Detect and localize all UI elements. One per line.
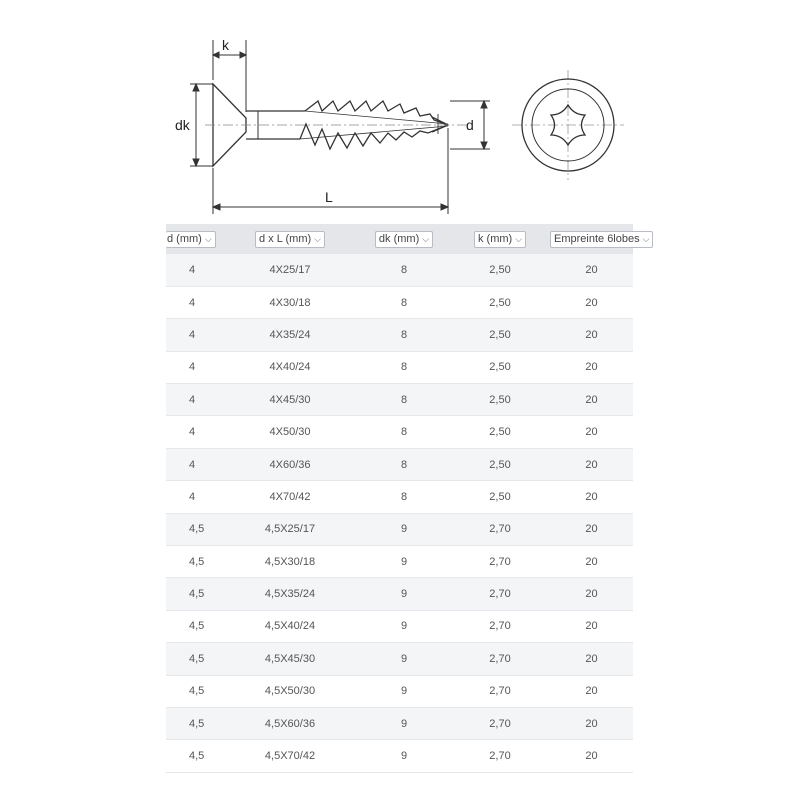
table-cell: 2,50 — [450, 351, 550, 383]
table-cell: 4,5 — [166, 513, 222, 545]
table-cell: 4X50/30 — [222, 416, 358, 448]
table-cell: 4 — [166, 416, 222, 448]
table-cell: 2,70 — [450, 643, 550, 675]
table-cell: 4,5X35/24 — [222, 578, 358, 610]
table-cell: 4 — [166, 384, 222, 416]
column-header-d[interactable] — [166, 224, 222, 254]
table-cell: 20 — [550, 578, 633, 610]
table-cell: 20 — [550, 351, 633, 383]
table-cell: 20 — [550, 740, 633, 772]
filter-dropdown-k[interactable] — [474, 231, 526, 248]
table-cell: 9 — [358, 578, 450, 610]
table-cell: 20 — [550, 513, 633, 545]
dk-label: dk — [175, 117, 190, 133]
table-row — [166, 643, 633, 675]
table-cell: 4X40/24 — [222, 351, 358, 383]
table-cell: 4,5X70/42 — [222, 740, 358, 772]
table-cell: 20 — [550, 416, 633, 448]
chevron-down-icon: ⌵ — [204, 233, 212, 244]
table-cell: 2,70 — [450, 610, 550, 642]
table-cell: 4 — [166, 254, 222, 286]
table-cell: 8 — [358, 254, 450, 286]
table-cell: 2,70 — [450, 546, 550, 578]
table-cell: 4 — [166, 351, 222, 383]
filter-dropdown-d[interactable] — [166, 231, 216, 248]
filter-dropdown-empreinte[interactable] — [550, 231, 653, 248]
table-cell: 20 — [550, 643, 633, 675]
table-cell: 4,5 — [166, 546, 222, 578]
table-cell: 8 — [358, 286, 450, 318]
table-row — [166, 416, 633, 448]
table-cell: 2,50 — [450, 384, 550, 416]
column-label: Empreinte 6lobes — [554, 232, 640, 245]
table-cell: 20 — [550, 286, 633, 318]
table-cell: 20 — [550, 254, 633, 286]
table-cell: 9 — [358, 707, 450, 739]
table-row — [166, 286, 633, 318]
specs-table-container — [166, 224, 650, 773]
table-row — [166, 254, 633, 286]
table-cell: 4,5X25/17 — [222, 513, 358, 545]
k-label: k — [222, 37, 229, 53]
table-row — [166, 513, 633, 545]
table-cell: 4,5X30/18 — [222, 546, 358, 578]
table-cell: 4,5X60/36 — [222, 707, 358, 739]
column-header-empreinte[interactable] — [550, 224, 650, 254]
table-cell: 2,70 — [450, 740, 550, 772]
specs-table — [166, 224, 650, 773]
table-cell: 4,5 — [166, 643, 222, 675]
table-cell: 9 — [358, 740, 450, 772]
table-cell: 2,70 — [450, 513, 550, 545]
table-cell: 4X60/36 — [222, 448, 358, 480]
table-row — [166, 675, 633, 707]
table-row — [166, 707, 633, 739]
table-cell: 2,50 — [450, 448, 550, 480]
table-cell: 4X25/17 — [222, 254, 358, 286]
table-cell: 20 — [550, 707, 633, 739]
table-cell: 8 — [358, 384, 450, 416]
table-row — [166, 546, 633, 578]
table-cell: 4,5 — [166, 740, 222, 772]
d-label: d — [466, 117, 474, 133]
table-cell: 4 — [166, 286, 222, 318]
table-row — [166, 448, 633, 480]
table-cell: 20 — [550, 481, 633, 513]
table-cell: 4X45/30 — [222, 384, 358, 416]
table-cell: 4,5 — [166, 707, 222, 739]
table-cell: 2,50 — [450, 319, 550, 351]
table-cell: 20 — [550, 448, 633, 480]
table-cell: 4,5 — [166, 675, 222, 707]
column-label: k (mm) — [477, 232, 513, 245]
table-row — [166, 481, 633, 513]
chevron-down-icon: ⌵ — [515, 233, 523, 244]
table-cell: 4,5 — [166, 578, 222, 610]
table-cell: 4X70/42 — [222, 481, 358, 513]
table-cell: 9 — [358, 610, 450, 642]
table-row — [166, 384, 633, 416]
column-label: d (mm) — [167, 232, 202, 245]
L-label: L — [325, 189, 333, 205]
table-cell: 2,50 — [450, 286, 550, 318]
table-cell: 9 — [358, 546, 450, 578]
table-row — [166, 740, 633, 772]
table-cell: 9 — [358, 513, 450, 545]
chevron-down-icon: ⌵ — [422, 233, 430, 244]
table-cell: 20 — [550, 675, 633, 707]
chevron-down-icon: ⌵ — [642, 233, 650, 244]
table-cell: 20 — [550, 319, 633, 351]
table-cell: 2,70 — [450, 707, 550, 739]
table-cell: 8 — [358, 416, 450, 448]
table-cell: 9 — [358, 675, 450, 707]
column-label: dk (mm) — [378, 232, 420, 245]
table-cell: 20 — [550, 546, 633, 578]
table-cell: 2,50 — [450, 254, 550, 286]
table-cell: 4X35/24 — [222, 319, 358, 351]
torx-head-icon — [512, 70, 624, 180]
screw-technical-drawing — [150, 20, 650, 220]
table-cell: 4 — [166, 481, 222, 513]
column-label: d x L (mm) — [259, 232, 312, 245]
table-cell: 8 — [358, 319, 450, 351]
filter-dropdown-dxl[interactable] — [255, 231, 325, 248]
table-cell: 4,5X40/24 — [222, 610, 358, 642]
table-cell: 4X30/18 — [222, 286, 358, 318]
table-cell: 4 — [166, 448, 222, 480]
table-cell: 4,5X45/30 — [222, 643, 358, 675]
filter-dropdown-dk[interactable] — [375, 231, 433, 248]
column-header-k[interactable] — [450, 224, 550, 254]
chevron-down-icon: ⌵ — [314, 233, 321, 244]
table-cell: 4 — [166, 319, 222, 351]
table-row — [166, 578, 633, 610]
column-header-dk[interactable] — [358, 224, 450, 254]
table-cell: 8 — [358, 481, 450, 513]
table-cell: 2,50 — [450, 481, 550, 513]
table-cell: 20 — [550, 384, 633, 416]
table-header-row — [166, 224, 633, 254]
table-row — [166, 610, 633, 642]
table-cell: 8 — [358, 351, 450, 383]
table-row — [166, 351, 633, 383]
table-cell: 2,70 — [450, 578, 550, 610]
table-row — [166, 319, 633, 351]
table-cell: 2,70 — [450, 675, 550, 707]
table-cell: 9 — [358, 643, 450, 675]
table-cell: 8 — [358, 448, 450, 480]
table-cell: 4,5X50/30 — [222, 675, 358, 707]
table-cell: 20 — [550, 610, 633, 642]
column-header-dxl[interactable] — [222, 224, 358, 254]
table-cell: 4,5 — [166, 610, 222, 642]
table-cell: 2,50 — [450, 416, 550, 448]
